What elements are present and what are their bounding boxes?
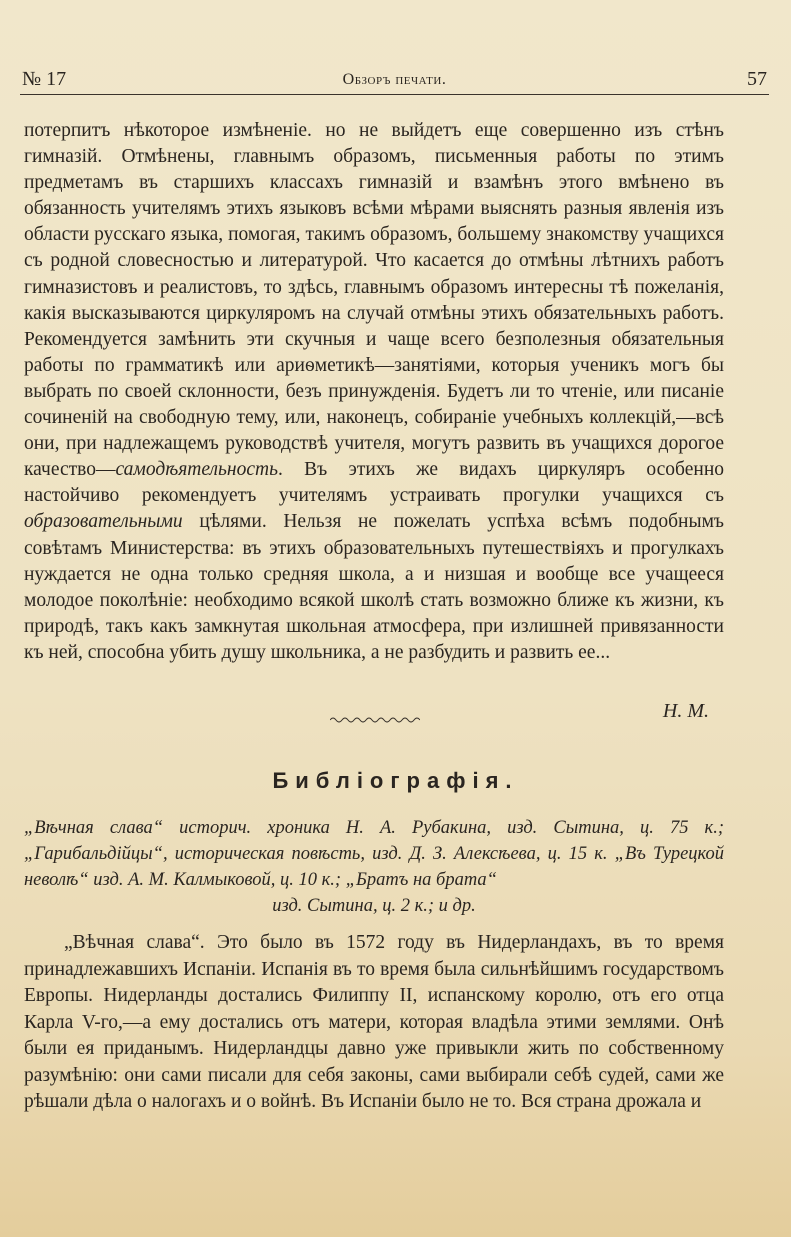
text-run: цѣлями. Нельзя не пожелать успѣха всѣмъ подобнымъ совѣтамъ Министерства: въ этихъ образовательныхъ путешествіяхъ и прогулкахъ нуждается не одна только средняя школа, а и низшая и вообще все учащееся молодое поколѣніе: необходимо всякой школѣ стать возможно ближе къ жизни, къ природѣ, такъ какъ замкнутая школьная атмосфера, при излишней привязанности къ ней, способна убить душу школьника, а не разбудить и развить ее...	[24, 511, 724, 663]
paragraph	[24, 118, 724, 666]
section-heading: Библіографія.	[272, 768, 519, 793]
page-header	[20, 66, 769, 95]
author-signature: Н. М.	[662, 700, 709, 722]
running-title: Обзоръ печати.	[342, 71, 447, 88]
text-run: . Въ этихъ же видахъ циркуляръ особенно настойчиво рекомендуетъ учителямъ устраивать прогулки учащихся съ	[24, 459, 724, 507]
emphasis: самодѣятельность	[115, 459, 278, 481]
article-body	[24, 118, 724, 666]
paragraph: „Вѣчная слава“. Это было въ 1572 году въ Нидерландахъ, въ то время принадлежавшихъ Испаніи. Испанія въ то время была сильнѣйшимъ государствомъ Европы. Нидерланды достались Филиппу II, испанскому королю, отъ его отца Карла V-го,—а ему достались отъ матери, которая владѣла этими землями. Онѣ были ея приданымъ. Нидерландцы давно уже привыкли жить по собственному разумѣнію: они сами писали для себя законы, сами выбирали себѣ судей, сами же рѣшали дѣла о налогахъ и о войнѣ. Въ Испаніи было не то. Вся страна дрожала и	[24, 932, 724, 1112]
text-run: потерпитъ нѣкоторое измѣненіе. но не выйдетъ еще совершенно изъ стѣнъ гимназій. Отмѣнены, главнымъ образомъ, письменныя работы по этимъ предметамъ въ старшихъ классахъ гимназій и взамѣнъ этого вмѣнено въ обязанность учителямъ этихъ языковъ всѣми мѣрами выяснять разныя явленія изъ области русскаго языка, помогая, такимъ образомъ, большему знакомству учащихся съ родной словесностью и литературой. Что касается до отмѣны лѣтнихъ работъ гимназистовъ и реалистовъ, то здѣсь, главнымъ образомъ интересны тѣ пожеланія, какія высказываются циркуляромъ на случай отмѣны этихъ обязательныхъ работъ. Рекомендуется замѣнить эти скучныя и чаще всего безполезныя обязательныя работы по грамматикѣ или ариѳметикѣ—занятіями, которыя ученикъ могъ бы выбрать по своей склонности, безъ принужденія. Будетъ ли то чтеніе, или писаніе сочиненій на свободную тему, или, наконецъ, собираніе учебныхъ коллекцій,—всѣ они, при надлежащемъ руководствѣ учителя, могутъ развить въ учащихся дорогое качество—	[24, 120, 724, 481]
bibliography-line: „Вѣчная слава“ историч. хроника Н. А. Рубакина, изд. Сытина, ц. 75 к.; „Гарибальдійцы“, историческая повѣсть, изд. Д. З. Алексѣева, ц. 15 к. „Въ Турецкой неволѣ“ изд. А. М. Калмыковой, ц. 10 к.; „Братъ на брата“	[24, 818, 724, 890]
emphasis: образовательными	[24, 511, 183, 533]
review-body	[24, 930, 724, 1116]
decorative-divider	[330, 716, 420, 724]
bibliography-entry	[24, 815, 724, 919]
page-number: 57	[747, 68, 767, 90]
bibliography-line: изд. Сытина, ц. 2 к.; и др.	[272, 896, 476, 916]
issue-number: № 17	[22, 68, 67, 90]
